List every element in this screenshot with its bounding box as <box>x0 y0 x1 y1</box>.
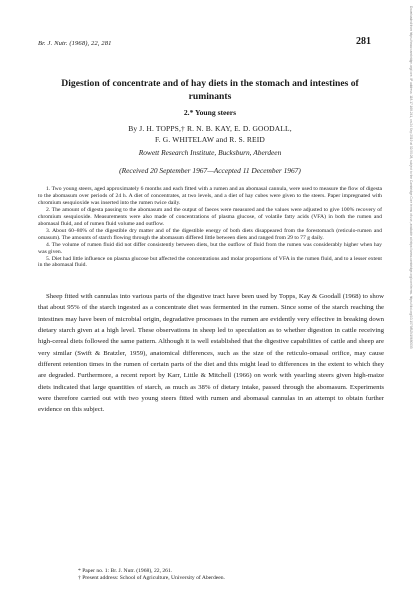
download-notice <box>404 6 414 594</box>
summary-item: 3. About 60–80% of the digestible dry matter and of the digestible energy of both diets disappeared from the forestomach (reticulo-rumen and omasum). The amounts of starch flowing through the abomasum differed little between diets and ranged from 29 to 77 g daily. <box>38 227 382 241</box>
article-title: Digestion of concentrate and of hay diets in the stomach and intestines of ruminants <box>61 78 359 102</box>
summary <box>38 186 382 269</box>
authors-line-1: By J. H. TOPPS,† R. N. B. KAY, E. D. GOODALL, <box>128 124 292 133</box>
institution: Rowett Research Institute, Bucksburn, Aberdeen <box>138 148 282 157</box>
author-list <box>50 124 370 146</box>
received-dates: (Received 20 September 1967—Accepted 11 December 1967) <box>119 166 301 175</box>
summary-item: 5. Diet had little influence on plasma glucose but affected the concentrations and molar proportions of VFA in the rumen fluid, and to a lesser extent in the abomasal fluid. <box>38 255 382 269</box>
article-subtitle: 2.* Young steers <box>183 108 237 117</box>
summary-item: 4. The volume of rumen fluid did not differ consistently between diets, but the outflow of fluid from the rumen was considerably higher when hay was given. <box>38 241 382 255</box>
footnotes <box>38 568 384 583</box>
authors-line-2: F. G. WHITELAW and R. S. REID <box>155 134 265 144</box>
summary-item: 2. The amount of digesta passing to the abomasum and the output of faeces were measured and the values were adjusted to give 100% recovery of chromium sesquioxide. Measurements were also made of concentrations of plasma glucose, of volatile fatty acids (VFA) in both the rumen and abomasal fluid, and of rumen fluid volume and outflow. <box>38 206 382 227</box>
body-paragraph: Sheep fitted with cannulas into various parts of the digestive tract have been used by Topps, Kay & Goodall (1968) to show that about 95% of the starch ingested as a concentrate diet was fermented in the rumen. Since some of the starch reaching the intestines may have been of microbial origin, degradative processes in the rumen are evidently very effective in breaking down dietary starch given at a high level. These observations in sheep led to speculation as to whether digestion in cattle receiving high-cereal diets followed the same pattern. Although it is well established that the digestive capabilities of cattle and sheep are very similar (Swift & Bratzler, 1959), anatomical differences, such as the size of the reticulo-omasal orifice, may cause different retention times in the rumen of certain parts of the diet and this might lead to differences in the extent to which they are degraded. Furthermore, a recent report by Karr, Little & Mitchell (1966) on work with yearling steers given high-maize diets indicated that large quantities of starch, as much as 38% of dietary intake, passed through the abomasum. Experiments were therefore carried out with two young steers fitted with rumen and abomasal cannulas in an attempt to obtain further evidence on this subject. <box>38 293 384 414</box>
running-head: Br. J. Nutr. (1968), 22, 281 <box>38 40 112 47</box>
download-notice-text: Downloaded from https://www.cambridge.org/core. IP address: 118.17.168.241, on 24 Sep 2019 at 02:50:28, subject to the Cambridge Core terms of use, available at https://www.cambridge.org/core/terms. https://doi.org/10.1079/BJN19680033 <box>409 6 413 349</box>
summary-item: 1. Two young steers, aged approximately 6 months and each fitted with a rumen and an abomasal cannula, were used to measure the flow of digesta to the abomasum over periods of 24 h. A diet of concentrates, at two levels, and a diet of hay cubes were given to the steers. Paper impregnated with chromium sesquioxide was inserted into the rumen twice daily. <box>38 186 382 206</box>
footnote: † Present address: School of Agriculture, University of Aberdeen. <box>78 575 225 582</box>
footnote: * Paper no. 1: Br. J. Nutr. (1968), 22, 261. <box>78 568 173 574</box>
body-text <box>38 291 384 415</box>
page-number: 281 <box>356 36 371 47</box>
